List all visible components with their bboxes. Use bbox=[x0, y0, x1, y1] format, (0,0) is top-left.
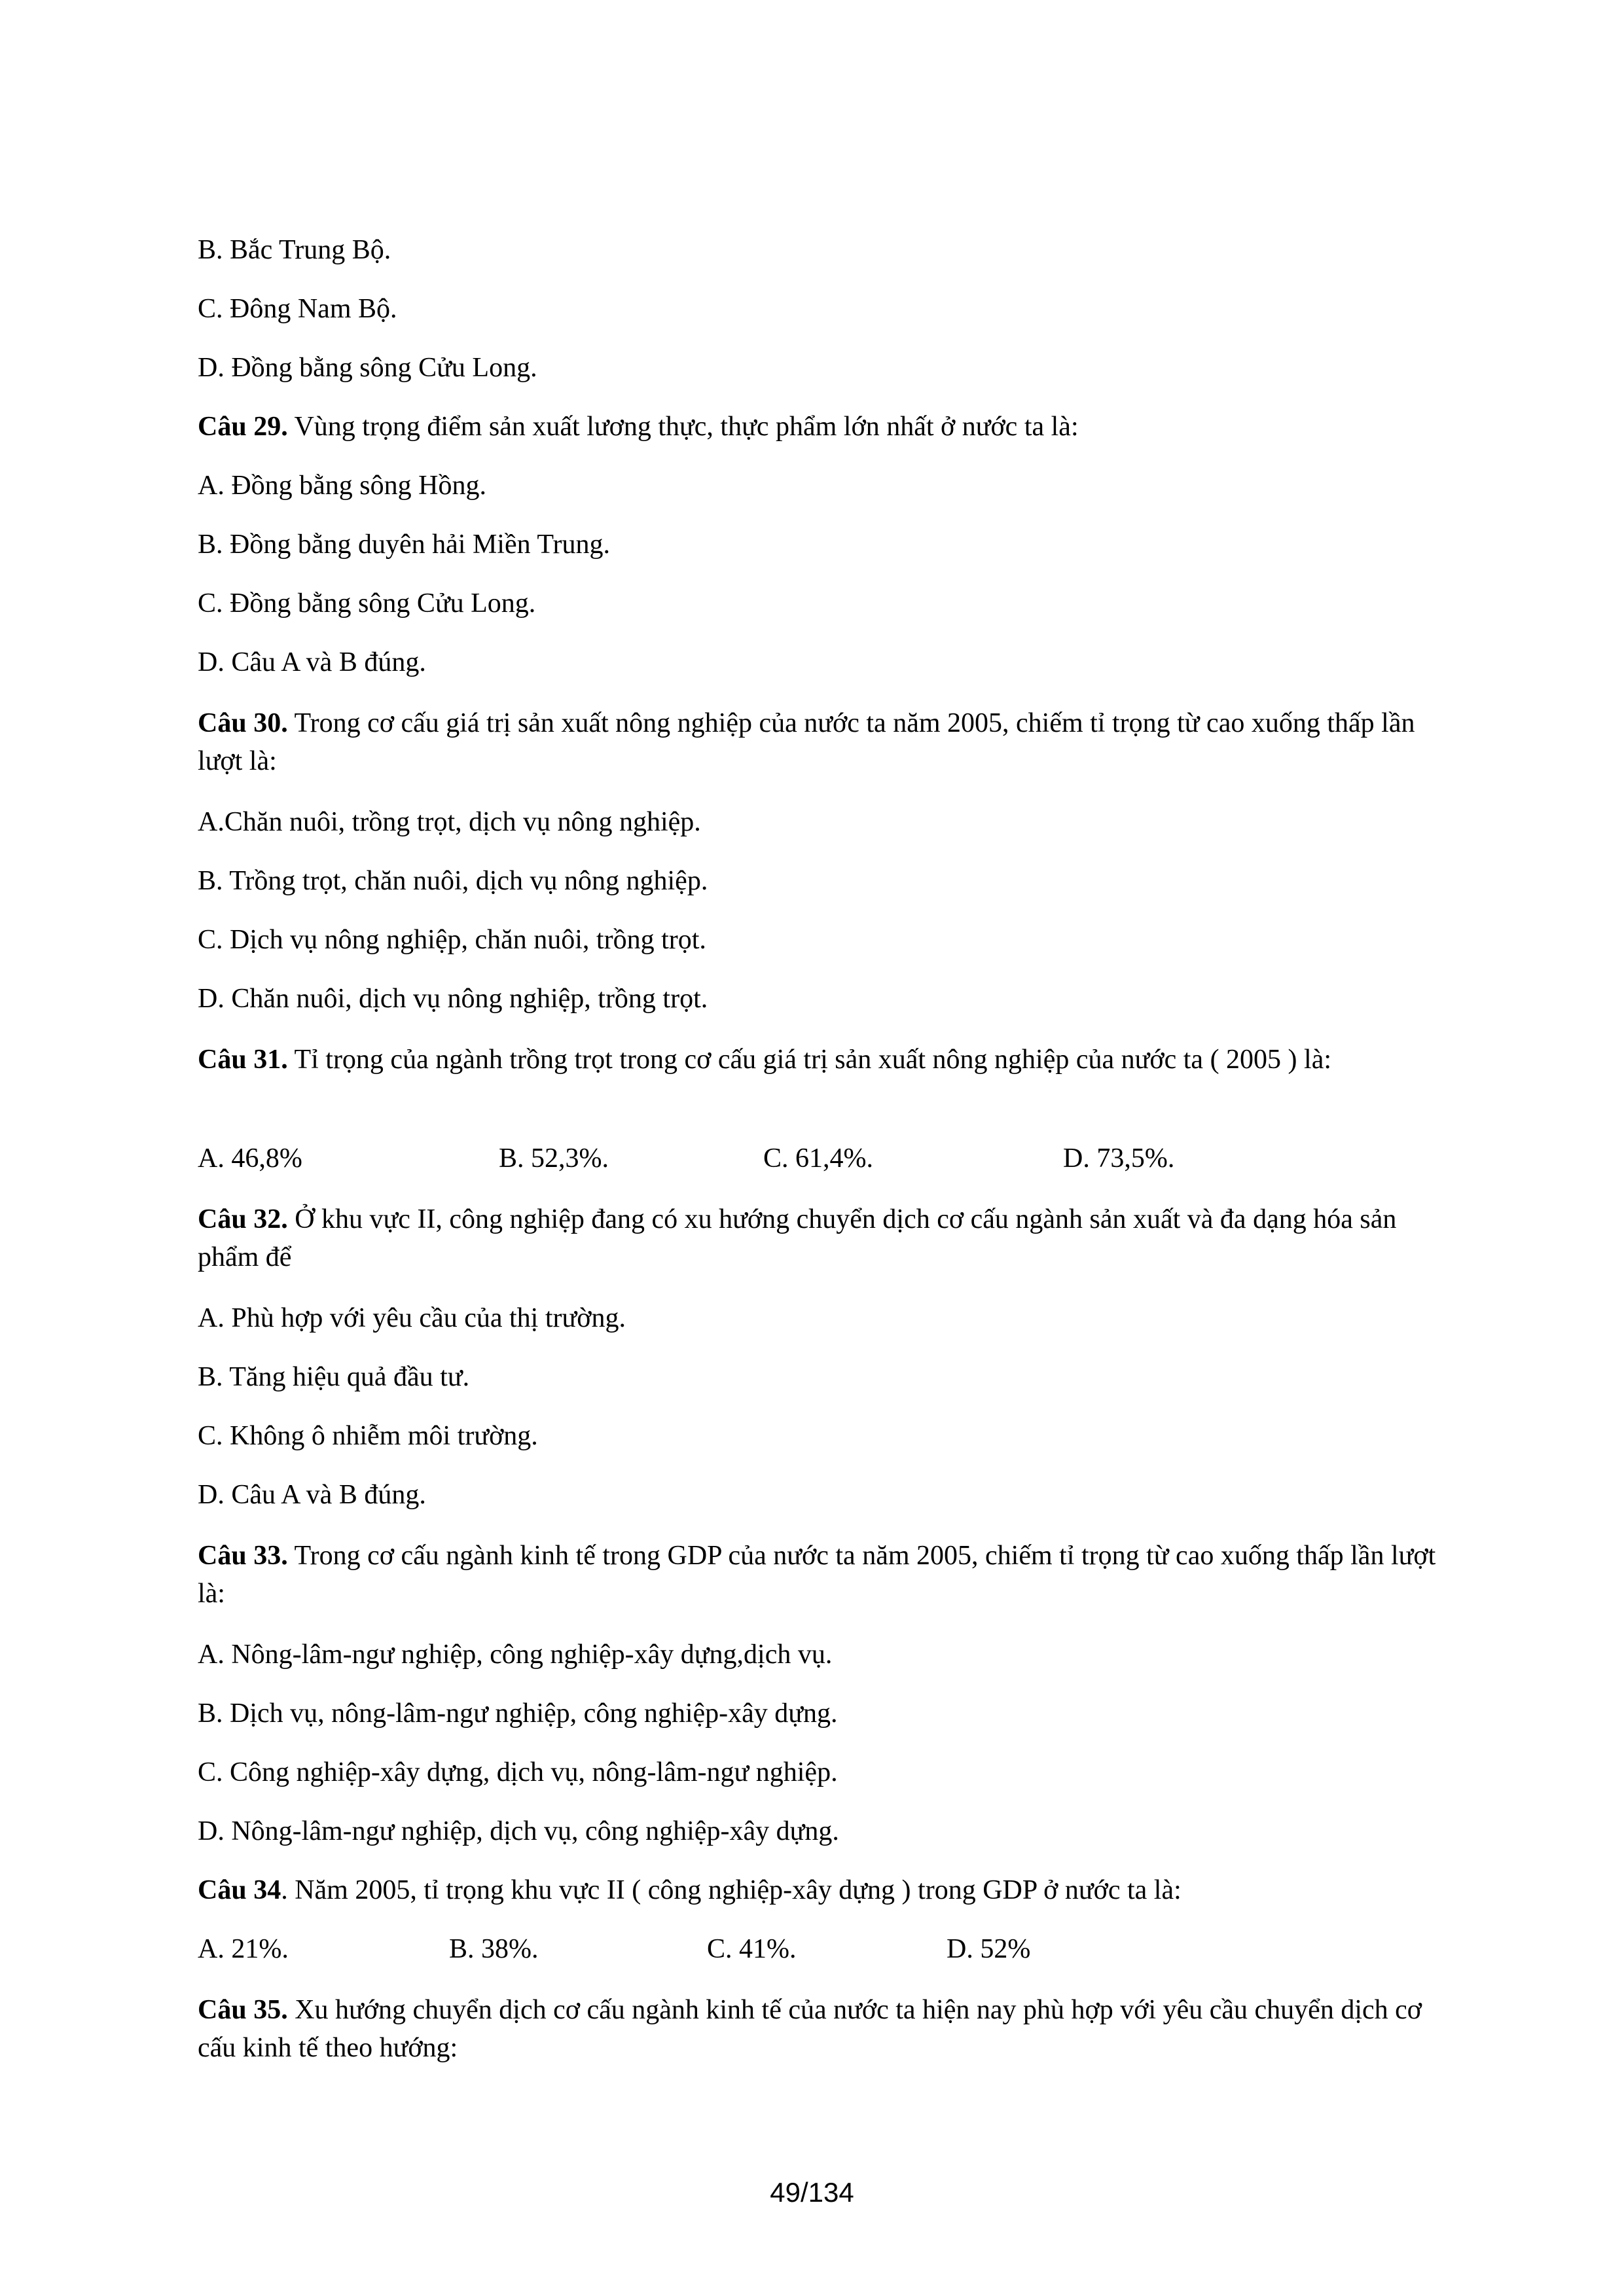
q32-option-c: C. Không ô nhiễm môi trường. bbox=[198, 1421, 538, 1451]
page-number: 49/134 bbox=[770, 2177, 854, 2208]
question-30-text: Trong cơ cấu giá trị sản xuất nông nghiệp của nước ta năm 2005, chiếm tỉ trọng từ cao xuống thấp lần lượt là: bbox=[198, 708, 1415, 776]
q29-option-a: A. Đồng bằng sông Hồng. bbox=[198, 471, 486, 501]
q29-option-b: B. Đồng bằng duyên hải Miền Trung. bbox=[198, 529, 610, 560]
question-31-label: Câu 31. bbox=[198, 1045, 288, 1075]
q34-option-a: A. 21%. bbox=[198, 1934, 289, 1964]
q29-option-d: D. Câu A và B đúng. bbox=[198, 647, 426, 677]
question-35 bbox=[198, 1991, 1441, 2067]
prev-option-b: B. Bắc Trung Bộ. bbox=[198, 235, 391, 265]
q31-option-a: A. 46,8% bbox=[198, 1143, 302, 1174]
question-33-label: Câu 33. bbox=[198, 1541, 288, 1571]
q30-option-a: A.Chăn nuôi, trồng trọt, dịch vụ nông nghiệp. bbox=[198, 807, 701, 837]
question-35-text: Xu hướng chuyển dịch cơ cấu ngành kinh tế của nước ta hiện nay phù hợp với yêu cầu chuyển dịch cơ cấu kinh tế theo hướng: bbox=[198, 1995, 1422, 2063]
question-31-text: Tỉ trọng của ngành trồng trọt trong cơ cấu giá trị sản xuất nông nghiệp của nước ta ( 2005 ) là: bbox=[287, 1045, 1332, 1075]
q34-option-b: B. 38%. bbox=[449, 1934, 539, 1964]
question-30-label: Câu 30. bbox=[198, 708, 288, 738]
q30-option-b: B. Trồng trọt, chăn nuôi, dịch vụ nông nghiệp. bbox=[198, 866, 708, 896]
question-29-text: Vùng trọng điểm sản xuất lương thực, thực phẩm lớn nhất ở nước ta là: bbox=[287, 412, 1079, 442]
q34-option-c: C. 41%. bbox=[707, 1934, 797, 1964]
q30-option-c: C. Dịch vụ nông nghiệp, chăn nuôi, trồng trọt. bbox=[198, 925, 706, 955]
question-32-text: Ở khu vực II, công nghiệp đang có xu hướng chuyển dịch cơ cấu ngành sản xuất và đa dạng hóa sản phẩm để bbox=[198, 1204, 1397, 1272]
question-32 bbox=[198, 1200, 1441, 1276]
q31-option-b: B. 52,3%. bbox=[499, 1143, 609, 1174]
q31-option-d: D. 73,5%. bbox=[1063, 1143, 1175, 1174]
question-33 bbox=[198, 1537, 1441, 1613]
q30-option-d: D. Chăn nuôi, dịch vụ nông nghiệp, trồng trọt. bbox=[198, 984, 708, 1014]
question-34-label: Câu 34 bbox=[198, 1875, 281, 1905]
q32-option-d: D. Câu A và B đúng. bbox=[198, 1480, 426, 1510]
q32-option-b: B. Tăng hiệu quả đầu tư. bbox=[198, 1362, 470, 1392]
q33-option-a: A. Nông-lâm-ngư nghiệp, công nghiệp-xây dựng,dịch vụ. bbox=[198, 1640, 833, 1670]
question-34 bbox=[198, 1871, 1182, 1910]
question-31 bbox=[198, 1041, 1441, 1079]
prev-option-c: C. Đông Nam Bộ. bbox=[198, 294, 397, 324]
prev-option-d: D. Đồng bằng sông Cửu Long. bbox=[198, 353, 537, 383]
question-33-text: Trong cơ cấu ngành kinh tế trong GDP của nước ta năm 2005, chiếm tỉ trọng từ cao xuống thấp lần lượt là: bbox=[198, 1541, 1436, 1609]
q31-option-c: C. 61,4%. bbox=[763, 1143, 873, 1174]
q29-option-c: C. Đồng bằng sông Cửu Long. bbox=[198, 588, 536, 619]
question-29-label: Câu 29. bbox=[198, 412, 288, 442]
question-35-label: Câu 35. bbox=[198, 1995, 288, 2025]
q33-option-c: C. Công nghiệp-xây dựng, dịch vụ, nông-lâm-ngư nghiệp. bbox=[198, 1757, 838, 1787]
question-29 bbox=[198, 407, 1079, 446]
q33-option-d: D. Nông-lâm-ngư nghiệp, dịch vụ, công nghiệp-xây dựng. bbox=[198, 1816, 839, 1846]
q32-option-a: A. Phù hợp với yêu cầu của thị trường. bbox=[198, 1303, 626, 1333]
question-34-text: . Năm 2005, tỉ trọng khu vực II ( công nghiệp-xây dựng ) trong GDP ở nước ta là: bbox=[281, 1875, 1182, 1905]
q33-option-b: B. Dịch vụ, nông-lâm-ngư nghiệp, công nghiệp-xây dựng. bbox=[198, 1698, 838, 1729]
question-30 bbox=[198, 704, 1441, 780]
question-32-label: Câu 32. bbox=[198, 1204, 288, 1234]
q34-option-d: D. 52% bbox=[947, 1934, 1031, 1964]
